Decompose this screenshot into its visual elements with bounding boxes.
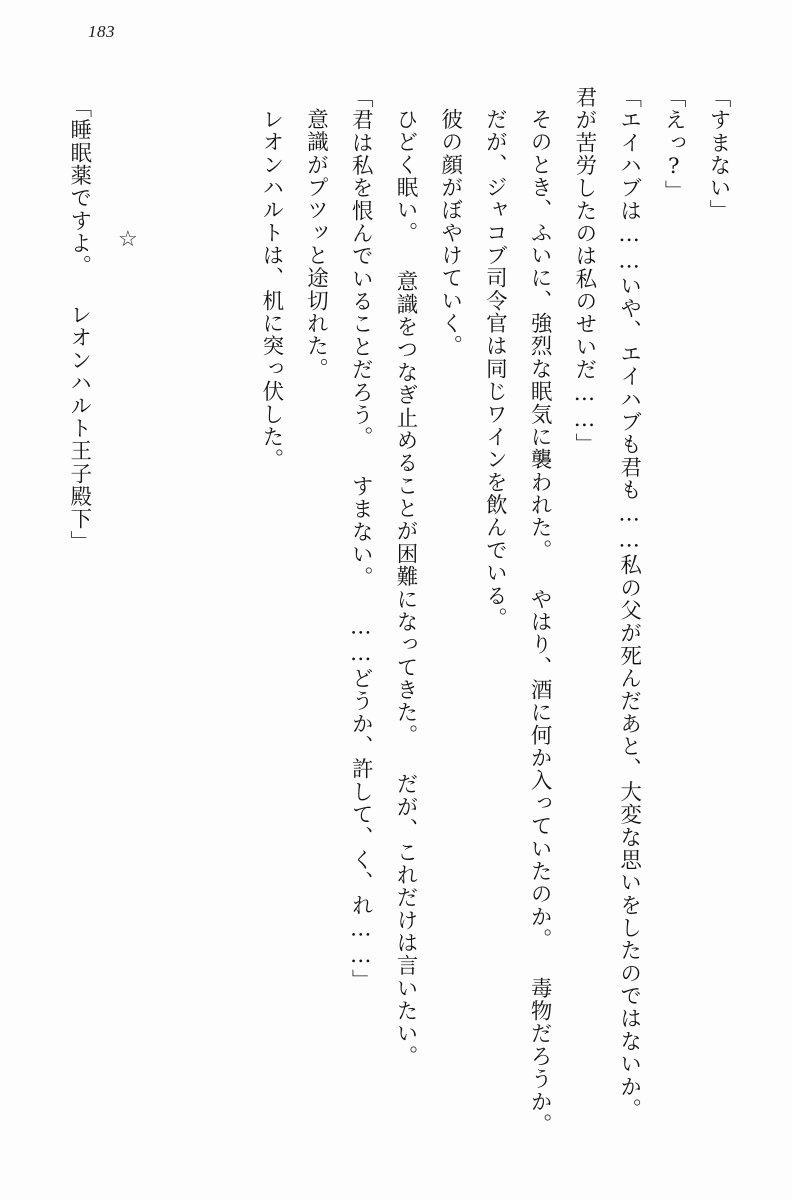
paragraph-line: 「すまない」 (706, 86, 731, 223)
paragraph-line: だが、ジャコブ司令官は同じワインを飲んでいる。 (482, 107, 508, 630)
final-dialogue-block (56, 96, 101, 636)
paragraph-line: レオンハルトは、机に突っ伏した。 (258, 107, 284, 471)
paragraph-line: 彼の顔がぼやけていく。 (437, 107, 463, 358)
star-icon: ☆ (118, 226, 138, 251)
paragraph-line: 「エイハブは……いや、エイハブも君も……私の父が死んだあと、大変な思いをしたのではないか。 君が苦労したのは私のせいだ……」 (571, 86, 642, 1121)
paragraph-line: 「君は私を恨んでいることだろう。 すまない。 ……どうか、許して、く、れ……」 (348, 86, 374, 992)
paragraph-line: 意識がプツッと途切れた。 (303, 107, 329, 380)
paragraph-line: そのとき、ふいに、強烈な眠気に襲われた。 やはり、酒に何か入っていたのか。 毒物だろうか。 (527, 107, 553, 1136)
paragraph-line: 「えっ?」 (661, 86, 687, 203)
body-text-block (100, 86, 740, 1156)
paragraph-line: 「睡眠薬ですよ。 レオンハルト王子殿下」 (66, 96, 92, 554)
paragraph-line: ひどく眠い。 意識をつなぎ止めることが困難になってきた。 だが、これだけは言いたい。 (392, 107, 418, 1068)
page-number: 183 (88, 22, 115, 41)
